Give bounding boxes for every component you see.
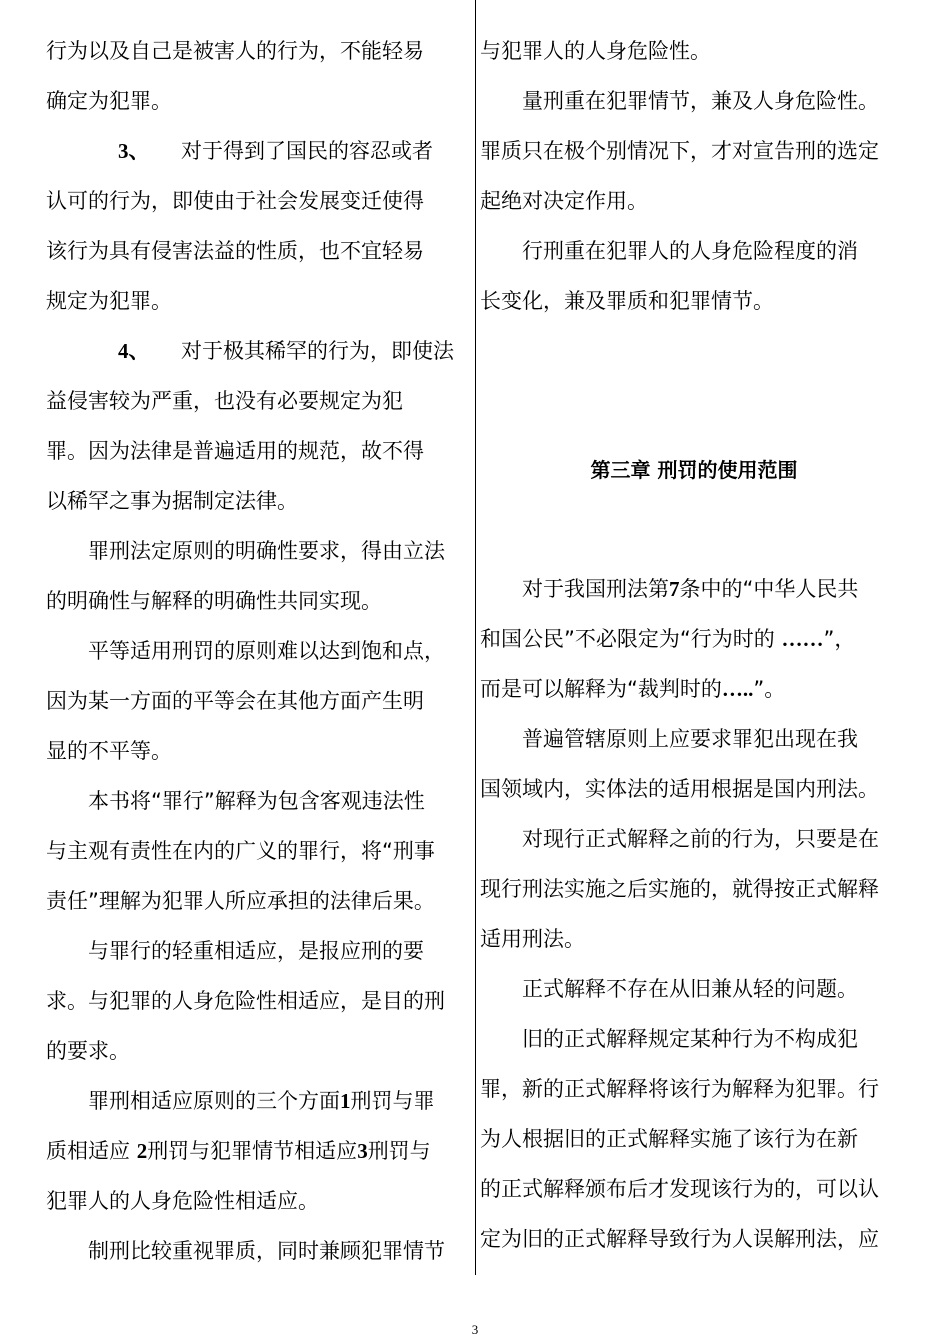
text-line: 责任”理解为犯罪人所应承担的法律后果。 <box>46 889 435 913</box>
article-number: 7 <box>669 577 680 601</box>
numbered-item-3 <box>118 136 433 166</box>
text-line: 对于得到了国民的容忍或者 <box>181 139 433 163</box>
ellipsis: …… <box>781 627 824 651</box>
text-line: 该行为具有侵害法益的性质，也不宜轻易 <box>46 239 424 263</box>
text-span: 对于我国刑法第 <box>522 577 669 601</box>
text-line: 求。与犯罪的人身危险性相适应，是目的刑 <box>46 989 445 1013</box>
text-line: 罪质只在极个别情况下，才对宣告刑的选定 <box>480 139 879 163</box>
text-span: 质相适应 <box>46 1139 130 1163</box>
text-line: 对于极其稀罕的行为，即使法 <box>181 339 454 363</box>
text-line: 罪，新的正式解释将该行为解释为犯罪。行 <box>480 1077 879 1101</box>
paragraph-start: 普遍管辖原则上应要求罪犯出现在我 <box>522 727 858 751</box>
text-span: ”。 <box>753 677 786 701</box>
paragraph-start: 行刑重在犯罪人的人身危险程度的消 <box>522 239 858 263</box>
paragraph-start: 与罪行的轻重相适应，是报应刑的要 <box>88 939 424 963</box>
text-line: 以稀罕之事为据制定法律。 <box>46 489 298 513</box>
text-line: 与主观有责性在内的广义的罪行，将“刑事 <box>46 839 435 863</box>
paragraph-start: 制刑比较重视罪质，同时兼顾犯罪情节 <box>88 1239 445 1263</box>
item-number: 3、 <box>118 139 139 163</box>
item-number: 3 <box>357 1139 368 1163</box>
text-span: 罪刑相适应原则的三个方面 <box>88 1089 340 1113</box>
item-number: 4、 <box>118 339 139 363</box>
text-span: 和国公民”不必限定为“行为时的 <box>480 627 775 651</box>
text-line: 益侵害较为严重，也没有必要规定为犯 <box>46 389 403 413</box>
chapter-heading: 第三章 刑罚的使用范围 <box>590 458 798 482</box>
numbered-item-4 <box>118 336 454 366</box>
text-line: 定为旧的正式解释导致行为人误解刑法，应 <box>480 1227 879 1251</box>
text-line: 确定为犯罪。 <box>46 89 172 113</box>
text-line: 起绝对决定作用。 <box>480 189 648 213</box>
text-span: 而是可以解释为“裁判时的 <box>480 677 722 701</box>
text-line: 显的不平等。 <box>46 739 172 763</box>
text-line: 犯罪人的人身危险性相适应。 <box>46 1189 319 1213</box>
text-line <box>46 1136 431 1166</box>
paragraph-start: 对现行正式解释之前的行为，只要是在 <box>522 827 879 851</box>
text-span: 刑罚与罪 <box>350 1089 435 1113</box>
text-line: 的正式解释颁布后才发现该行为的，可以认 <box>480 1177 879 1201</box>
paragraph-start: 量刑重在犯罪情节，兼及人身危险性。 <box>522 89 879 113</box>
text-line: 为人根据旧的正式解释实施了该行为在新 <box>480 1127 858 1151</box>
paragraph-start <box>88 1086 435 1116</box>
paragraph-start: 本书将“罪行”解释为包含客观违法性 <box>88 789 425 813</box>
paragraph-start: 正式解释不存在从旧兼从轻的问题。 <box>522 977 858 1001</box>
page-number: 3 <box>471 1322 479 1337</box>
text-line: 与犯罪人的人身危险性。 <box>480 39 711 63</box>
ellipsis: ….. <box>721 677 754 701</box>
paragraph-start: 罪刑法定原则的明确性要求，得由立法 <box>88 539 445 563</box>
text-line: 行为以及自己是被害人的行为，不能轻易 <box>46 39 424 63</box>
text-span: 刑罚与 <box>367 1139 431 1163</box>
text-line: 罪。因为法律是普遍适用的规范，故不得 <box>46 439 424 463</box>
item-number: 1 <box>340 1089 351 1113</box>
text-line: 认可的行为，即使由于社会发展变迁使得 <box>46 189 424 213</box>
text-span: 刑罚与犯罪情节相适应 <box>147 1139 358 1163</box>
paragraph-start: 平等适用刑罚的原则难以达到饱和点， <box>88 639 445 663</box>
text-line <box>480 624 855 654</box>
paragraph-start <box>522 574 858 604</box>
text-span: ”， <box>823 627 856 651</box>
text-line: 因为某一方面的平等会在其他方面产生明 <box>46 689 424 713</box>
text-line: 规定为犯罪。 <box>46 289 172 313</box>
text-line: 适用刑法。 <box>480 927 585 951</box>
column-divider <box>475 0 476 1275</box>
text-line: 长变化，兼及罪质和犯罪情节。 <box>480 289 774 313</box>
text-line: 国领域内，实体法的适用根据是国内刑法。 <box>480 777 879 801</box>
text-line: 的要求。 <box>46 1039 130 1063</box>
text-span: 条中的“中华人民共 <box>679 577 859 601</box>
text-line: 现行刑法实施之后实施的，就得按正式解释 <box>480 877 879 901</box>
paragraph-start: 旧的正式解释规定某种行为不构成犯 <box>522 1027 858 1051</box>
text-line: 的明确性与解释的明确性共同实现。 <box>46 589 382 613</box>
text-line <box>480 674 785 704</box>
item-number: 2 <box>136 1139 148 1163</box>
